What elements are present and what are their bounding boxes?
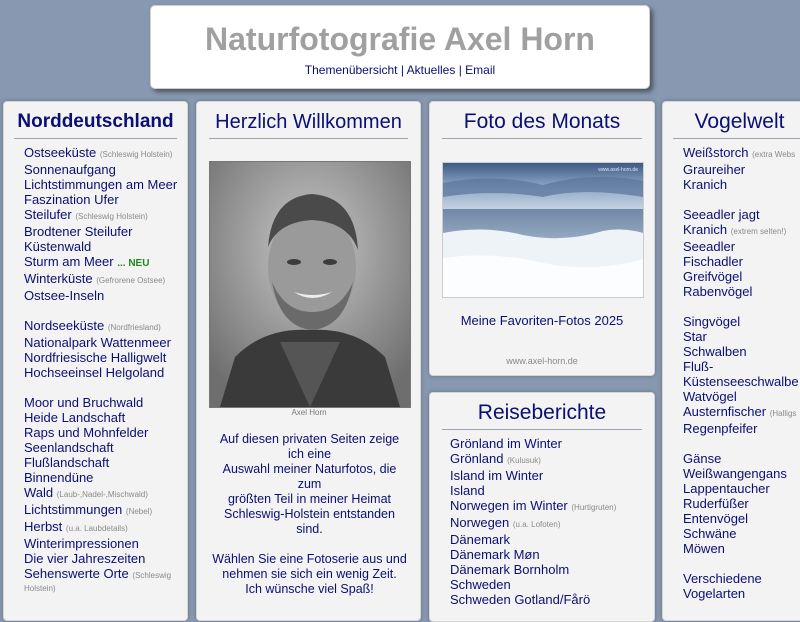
list-item[interactable]	[683, 207, 800, 222]
list-item-link[interactable]: Watvögel	[683, 389, 737, 404]
panel-foto-des-monats	[429, 101, 655, 376]
list-item[interactable]	[683, 162, 800, 177]
list-item[interactable]	[683, 222, 800, 239]
panel-title: Foto des Monats	[442, 102, 642, 139]
list-item-link[interactable]: Binnendüne	[24, 470, 94, 485]
list-item-link[interactable]: Verschiedene	[683, 571, 762, 586]
list-item-link[interactable]: Norwegen	[450, 515, 510, 530]
list-item[interactable]	[683, 314, 800, 329]
list-spacer	[683, 192, 800, 207]
list-item-link[interactable]: Seeadler	[683, 239, 736, 254]
site-url: www.axel-horn.de	[506, 356, 578, 366]
list-item[interactable]	[24, 485, 187, 502]
list-item-link[interactable]: Entenvögel	[683, 511, 749, 526]
welcome-line: ich eine	[287, 447, 332, 461]
list-item-link[interactable]: Weißstorch	[683, 145, 749, 160]
list-item-link[interactable]: Seeadler jagt	[683, 207, 760, 222]
list-item[interactable]	[450, 498, 654, 515]
list-item-link[interactable]: Flußlandschaft	[24, 455, 110, 470]
list-item-link[interactable]: Herbst	[24, 519, 63, 534]
favorites-link[interactable]: Meine Favoriten-Fotos 2025	[460, 313, 624, 328]
list-item[interactable]	[683, 511, 800, 526]
list-item[interactable]	[683, 284, 800, 299]
list-item-link[interactable]: Winterimpressionen	[24, 536, 139, 551]
list-item-link[interactable]: Winterküste	[24, 271, 93, 286]
list-item-link[interactable]: Island	[450, 483, 485, 498]
list-item[interactable]	[24, 566, 179, 594]
panel-vogelwelt	[662, 101, 800, 621]
list-item[interactable]	[24, 207, 187, 224]
list-item-link[interactable]: Norwegen im Winter	[450, 498, 568, 513]
link-list	[430, 430, 654, 607]
list-item-link[interactable]: Dänemark Bornholm	[450, 562, 570, 577]
list-item[interactable]	[24, 455, 187, 470]
photo-of-month[interactable]	[442, 162, 644, 298]
list-item[interactable]	[450, 483, 654, 498]
list-item[interactable]	[24, 239, 187, 254]
list-item-link[interactable]: Austernfischer	[683, 404, 767, 419]
list-item[interactable]	[450, 468, 654, 483]
list-item-link[interactable]: Sturm am Meer	[24, 254, 114, 269]
nav-aktuelles[interactable]: Aktuelles	[406, 63, 456, 77]
list-item[interactable]	[450, 532, 654, 547]
list-item[interactable]	[24, 224, 187, 239]
welcome-line: Schleswig-Holstein entstanden	[224, 507, 395, 521]
list-item-link[interactable]: Nordseeküste	[24, 318, 105, 333]
list-item[interactable]	[24, 519, 187, 536]
list-spacer	[683, 556, 800, 571]
list-item-note: (Kulusuk)	[507, 456, 541, 465]
list-item-note: (extra Webs	[752, 150, 796, 159]
list-item-link[interactable]: Kranich	[683, 222, 728, 237]
list-item[interactable]	[683, 344, 800, 359]
panel-title: Reiseberichte	[442, 393, 642, 430]
list-item-link[interactable]: Ostsee-Inseln	[24, 288, 105, 303]
welcome-line: Auf diesen privaten Seiten zeige	[219, 432, 400, 446]
site-title: Naturfotografie Axel Horn	[205, 21, 595, 57]
list-item[interactable]	[683, 145, 800, 162]
list-item-link[interactable]: Nordfriesische Halligwelt	[24, 350, 167, 365]
list-item-link[interactable]: Wald	[24, 485, 54, 500]
list-item[interactable]	[683, 269, 800, 284]
list-item-link[interactable]: Dänemark	[450, 532, 510, 547]
list-item[interactable]	[683, 177, 800, 192]
list-item-link[interactable]: Heide Landschaft	[24, 410, 126, 425]
list-item-link[interactable]: Moor und Bruchwald	[24, 395, 144, 410]
link-list	[4, 139, 187, 594]
welcome-line	[205, 537, 414, 552]
list-item[interactable]	[683, 239, 800, 254]
list-item[interactable]	[683, 421, 800, 436]
list-item-link[interactable]: Küstenseeschwalbe	[683, 374, 799, 389]
list-item[interactable]	[683, 496, 800, 511]
list-item[interactable]	[450, 577, 654, 592]
list-item[interactable]	[24, 410, 187, 425]
nav-themenuebersicht[interactable]: Themenübersicht	[304, 63, 398, 77]
list-item-link[interactable]: Dänemark Møn	[450, 547, 540, 562]
list-item[interactable]	[683, 374, 800, 389]
list-item-link[interactable]: Rabenvögel	[683, 284, 753, 299]
welcome-text	[205, 432, 414, 597]
list-item-note: (Nebel)	[125, 507, 153, 516]
list-item-link[interactable]: Lappentaucher	[683, 481, 770, 496]
list-item-link[interactable]: Brodtener Steilufer	[24, 224, 133, 239]
list-spacer	[683, 436, 800, 451]
list-item[interactable]	[683, 541, 800, 556]
list-item-link[interactable]: Singvögel	[683, 314, 741, 329]
list-item-note: (u.a. Laubdetails)	[65, 524, 128, 533]
list-item-link[interactable]: Schwäne	[683, 526, 737, 541]
list-item[interactable]	[24, 502, 187, 519]
list-item-link[interactable]: Die vier Jahreszeiten	[24, 551, 146, 566]
list-item[interactable]	[24, 254, 187, 271]
list-item[interactable]	[24, 335, 187, 350]
panel-norddeutschland	[3, 101, 188, 621]
list-item[interactable]	[24, 177, 187, 192]
nav-email[interactable]: Email	[465, 63, 496, 77]
list-item-link[interactable]: Schweden Gotland/Fårö	[450, 592, 591, 607]
list-item[interactable]	[450, 436, 654, 451]
list-item-link[interactable]: Küstenwald	[24, 239, 92, 254]
list-item[interactable]	[683, 571, 800, 586]
list-item-note: (Nordfriesland)	[107, 323, 161, 332]
list-item[interactable]	[683, 254, 800, 269]
list-item[interactable]	[450, 562, 654, 577]
list-item[interactable]	[24, 162, 187, 177]
nav-separator: |	[400, 63, 404, 77]
list-item-link[interactable]: Gänse	[683, 451, 722, 466]
list-item-link[interactable]: Sonnenaufgang	[24, 162, 116, 177]
list-item[interactable]	[683, 481, 800, 496]
list-item-link[interactable]: Grönland	[450, 451, 504, 466]
panel-title: Norddeutschland	[14, 102, 177, 139]
new-badge: ... NEU	[117, 258, 150, 269]
list-spacer	[683, 299, 800, 314]
list-item-link[interactable]: Regenpfeifer	[683, 421, 758, 436]
list-item[interactable]	[24, 271, 187, 288]
list-item[interactable]	[24, 425, 187, 440]
list-item-link[interactable]: Fischadler	[683, 254, 743, 269]
list-item[interactable]	[683, 329, 800, 344]
list-item[interactable]	[24, 440, 187, 455]
photo-watermark: www.axel-horn.de	[598, 167, 638, 173]
list-item[interactable]	[683, 451, 800, 466]
top-nav	[151, 63, 649, 77]
list-item-link[interactable]: Fluß-	[683, 359, 714, 374]
list-item[interactable]	[24, 145, 179, 160]
welcome-line: Wählen Sie eine Fotoserie aus und	[212, 552, 407, 566]
welcome-line: nehmen sie sich ein wenig Zeit.	[222, 567, 397, 581]
welcome-line: zum	[297, 477, 322, 491]
list-spacer	[24, 380, 187, 395]
list-item-link[interactable]: Ruderfüßer	[683, 496, 749, 511]
list-item-link[interactable]: Lichtstimmungen am Meer	[24, 177, 178, 192]
list-item[interactable]	[683, 389, 800, 404]
list-item-link[interactable]: Nationalpark Wattenmeer	[24, 335, 171, 350]
list-item-link[interactable]: Graureiher	[683, 162, 746, 177]
list-item-note: (Halligs	[769, 409, 797, 418]
panel-title: Herzlich Willkommen	[209, 102, 408, 139]
list-item[interactable]	[683, 404, 800, 421]
list-item[interactable]	[24, 350, 187, 365]
list-item-note: (extrem selten!)	[730, 227, 787, 236]
site-header	[150, 5, 650, 89]
list-item[interactable]	[24, 470, 187, 485]
list-item-note: (Schleswig Holstein)	[99, 150, 173, 159]
list-item-note: (Schleswig Holstein)	[75, 212, 148, 221]
list-item-link[interactable]: Schwalben	[683, 344, 747, 359]
link-list	[663, 139, 800, 601]
list-item-link[interactable]: Ostseeküste	[24, 145, 97, 160]
welcome-line: Ich wünsche viel Spaß!	[245, 582, 374, 596]
list-item-link[interactable]: Schweden	[450, 577, 511, 592]
list-item-link[interactable]: Möwen	[683, 541, 725, 556]
panel-title: Vogelwelt	[673, 102, 800, 139]
panel-reiseberichte	[429, 392, 655, 622]
list-item[interactable]	[450, 547, 654, 562]
list-item-link[interactable]: Greifvögel	[683, 269, 743, 284]
welcome-line: sind.	[296, 522, 323, 536]
list-item-link[interactable]: Steilufer	[24, 207, 72, 222]
list-item[interactable]	[683, 466, 800, 481]
list-item-link[interactable]: Grönland im Winter	[450, 436, 562, 451]
list-item-link[interactable]: Raps und Mohnfelder	[24, 425, 149, 440]
list-item-link[interactable]: Star	[683, 329, 707, 344]
list-item-note: (Laub-,Nadel-,Mischwald)	[56, 490, 148, 499]
list-spacer	[24, 303, 187, 318]
list-item[interactable]	[450, 451, 654, 468]
list-item[interactable]	[24, 192, 187, 207]
list-item[interactable]	[683, 526, 800, 541]
list-item-note: (Hurtigruten)	[571, 503, 617, 512]
list-item[interactable]	[683, 586, 800, 601]
list-item-link[interactable]: Hochseeinsel Helgoland	[24, 365, 165, 380]
list-item[interactable]	[24, 551, 187, 566]
list-item-link[interactable]: Seenlandschaft	[24, 440, 114, 455]
list-item[interactable]	[24, 536, 187, 551]
photo-caption: Axel Horn	[291, 408, 327, 417]
list-item[interactable]	[24, 318, 187, 335]
list-item-link[interactable]: Vogelarten	[683, 586, 746, 601]
list-item-link[interactable]: Sehenswerte Orte	[24, 566, 129, 581]
list-item[interactable]	[683, 359, 800, 374]
list-item-link[interactable]: Faszination Ufer	[24, 192, 119, 207]
list-item-note: (Gefrorene Ostsee)	[96, 276, 166, 285]
list-item-link[interactable]: Lichtstimmungen	[24, 502, 123, 517]
list-item-link[interactable]: Weißwangengans	[683, 466, 787, 481]
portrait-photo	[209, 161, 411, 408]
list-item[interactable]	[24, 395, 187, 410]
welcome-line: größten Teil in meiner Heimat	[227, 492, 392, 506]
list-item[interactable]	[24, 365, 187, 380]
list-item-note: (u.a. Lofoten)	[512, 520, 561, 529]
list-item-link[interactable]: Kranich	[683, 177, 728, 192]
panel-willkommen	[196, 101, 421, 621]
list-item-note: (Schleswig Holstein)	[24, 571, 172, 593]
list-item[interactable]	[450, 515, 654, 532]
list-item-link[interactable]: Island im Winter	[450, 468, 544, 483]
nav-separator: |	[458, 63, 462, 77]
welcome-line: Auswahl meiner Naturfotos, die	[222, 462, 397, 476]
list-item[interactable]	[24, 288, 187, 303]
